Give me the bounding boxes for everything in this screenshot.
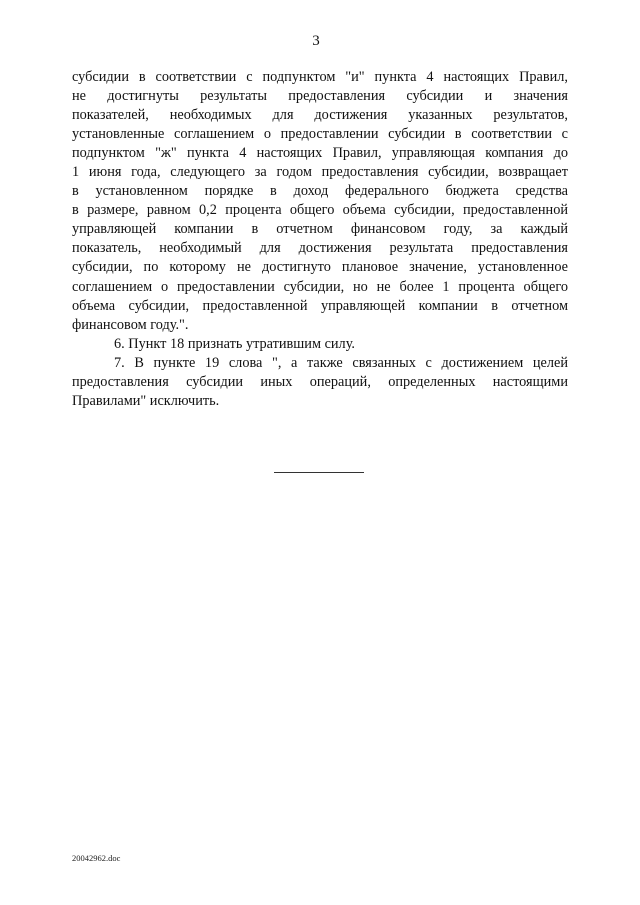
text-line: установленные соглашением о предоставлении субсидии в соответствии с: [72, 126, 568, 143]
text-line: субсидии, по которому не достигнуто плановое значение, установленное: [72, 259, 568, 276]
text-line: 1 июня года, следующего за годом предоставления субсидии, возвращает: [72, 164, 568, 181]
text-line: показателей, необходимых для достижения указанных результатов,: [72, 107, 568, 124]
text-line: в установленном порядке в доход федерального бюджета средства: [72, 183, 568, 200]
text-line: соглашением о предоставлении субсидии, но не более 1 процента общего: [72, 278, 568, 295]
text-line: не достигнуты результаты предоставления субсидии и значения: [72, 88, 568, 105]
text-line: управляющей компании в отчетном финансовом году, за каждый: [72, 221, 568, 238]
document-body: [72, 68, 568, 411]
text-line: объема субсидии, предоставленной управляющей компании в отчетном: [72, 297, 568, 314]
paragraph-item-6: [72, 335, 568, 354]
text-line: подпунктом "ж" пункта 4 настоящих Правил, управляющая компания до: [72, 145, 568, 162]
end-separator-line: [274, 472, 364, 473]
text-line: показатель, необходимый для достижения результата предоставления: [72, 240, 568, 257]
document-file-code: 20042962.doc: [72, 853, 121, 863]
text-line: финансовом году.".: [72, 316, 189, 333]
text-line: 6. Пункт 18 признать утратившим силу.: [114, 335, 355, 352]
text-line: субсидии в соответствии с подпунктом "и" пункта 4 настоящих Правил,: [72, 69, 568, 85]
text-line: Правилами" исключить.: [72, 392, 220, 409]
page-number: 3: [312, 33, 320, 49]
text-line: в размере, равном 0,2 процента общего объема субсидии, предоставленной: [72, 202, 568, 219]
paragraph-continuation: [72, 68, 568, 335]
text-line: предоставления субсидии иных операций, определенных настоящими: [72, 373, 568, 390]
paragraph-item-7: [72, 354, 568, 411]
text-line: 7. В пункте 19 слова ", а также связанных с достижением целей: [114, 354, 568, 371]
